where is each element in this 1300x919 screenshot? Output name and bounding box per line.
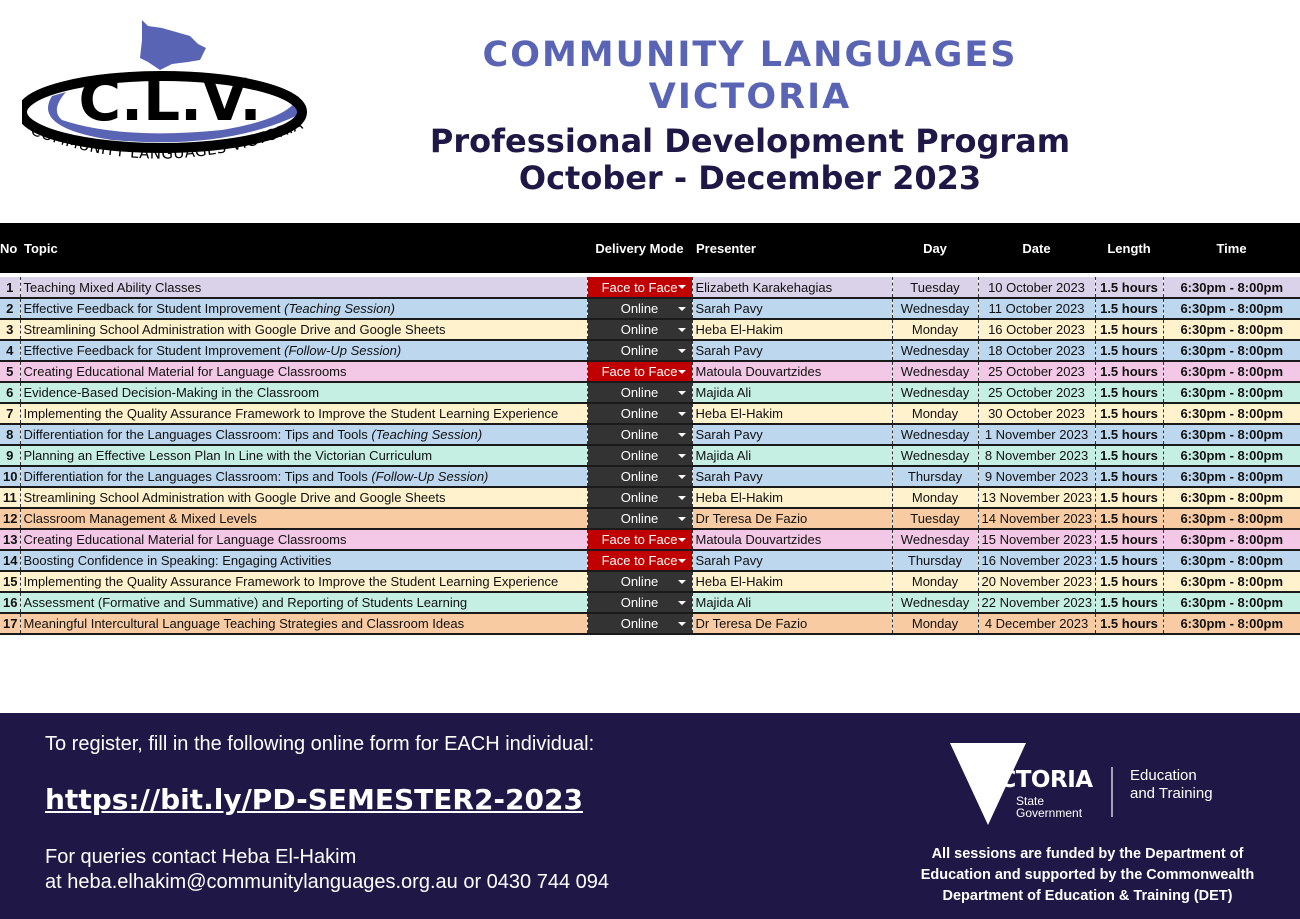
row-date: 1 November 2023	[978, 424, 1095, 445]
row-day: Wednesday	[892, 298, 978, 319]
row-day: Thursday	[892, 550, 978, 571]
row-delivery-mode[interactable]	[587, 340, 692, 361]
row-number: 4	[0, 340, 20, 361]
row-presenter: Sarah Pavy	[692, 424, 892, 445]
row-topic	[20, 277, 587, 298]
row-date: 4 December 2023	[978, 613, 1095, 634]
row-topic	[20, 445, 587, 466]
row-day: Wednesday	[892, 382, 978, 403]
delivery-mode-label: Face to Face	[601, 279, 678, 295]
row-length: 1.5 hours	[1095, 550, 1163, 571]
row-topic	[20, 466, 587, 487]
row-time: 6:30pm - 8:00pm	[1163, 487, 1300, 508]
dropdown-arrow-icon[interactable]	[678, 454, 686, 458]
row-presenter: Matoula Douvartzides	[692, 361, 892, 382]
table-row	[0, 508, 1300, 529]
row-number: 8	[0, 424, 20, 445]
row-day: Wednesday	[892, 445, 978, 466]
delivery-mode-label: Online	[620, 385, 659, 400]
row-date: 14 November 2023	[978, 508, 1095, 529]
row-length: 1.5 hours	[1095, 403, 1163, 424]
row-number: 6	[0, 382, 20, 403]
row-topic	[20, 382, 587, 403]
row-time: 6:30pm - 8:00pm	[1163, 445, 1300, 466]
dropdown-arrow-icon[interactable]	[678, 370, 686, 374]
row-date: 30 October 2023	[978, 403, 1095, 424]
delivery-mode-label: Face to Face	[601, 553, 678, 568]
row-time: 6:30pm - 8:00pm	[1163, 361, 1300, 382]
header-delivery-mode: Delivery Mode	[587, 223, 692, 273]
table-row	[0, 319, 1300, 340]
row-topic	[20, 424, 587, 445]
row-presenter: Dr Teresa De Fazio	[692, 508, 892, 529]
row-presenter: Sarah Pavy	[692, 298, 892, 319]
row-date: 9 November 2023	[978, 466, 1095, 487]
table-row	[0, 487, 1300, 508]
header-time: Time	[1163, 223, 1300, 273]
row-delivery-mode[interactable]	[587, 319, 692, 340]
row-number: 2	[0, 298, 20, 319]
topic-title: Differentiation for the Languages Classroom: Tips and Tools	[23, 469, 372, 484]
dropdown-arrow-icon[interactable]	[678, 285, 686, 289]
row-number: 1	[0, 277, 20, 298]
row-presenter: Sarah Pavy	[692, 466, 892, 487]
schedule-table	[0, 223, 1300, 635]
row-date: 18 October 2023	[978, 340, 1095, 361]
row-presenter: Sarah Pavy	[692, 340, 892, 361]
program-title: Professional Development Program	[429, 122, 1071, 160]
row-date: 25 October 2023	[978, 382, 1095, 403]
delivery-mode-label: Online	[620, 595, 659, 610]
row-length: 1.5 hours	[1095, 487, 1163, 508]
row-number: 17	[0, 613, 20, 634]
row-number: 13	[0, 529, 20, 550]
row-time: 6:30pm - 8:00pm	[1163, 529, 1300, 550]
table-row	[0, 613, 1300, 634]
vic-sub2: Government	[1016, 806, 1083, 820]
org-title: COMMUNITY LANGUAGES VICTORIA	[482, 35, 1018, 117]
row-topic	[20, 592, 587, 613]
logo-arc-text: COMMUNITY LANGUAGES VICTORIA	[28, 115, 306, 163]
row-delivery-mode[interactable]	[587, 487, 692, 508]
row-day: Monday	[892, 403, 978, 424]
row-date: 25 October 2023	[978, 361, 1095, 382]
register-instructions: To register, fill in the following online form for EACH individual:	[45, 733, 595, 755]
row-delivery-mode[interactable]	[587, 571, 692, 592]
row-length: 1.5 hours	[1095, 508, 1163, 529]
row-length: 1.5 hours	[1095, 445, 1163, 466]
row-presenter: Heba El-Hakim	[692, 319, 892, 340]
row-topic	[20, 340, 587, 361]
row-delivery-mode[interactable]	[587, 424, 692, 445]
row-delivery-mode[interactable]	[587, 298, 692, 319]
row-day: Wednesday	[892, 529, 978, 550]
delivery-mode-label: Online	[620, 427, 659, 442]
row-topic	[20, 571, 587, 592]
delivery-mode-label: Face to Face	[601, 532, 678, 547]
row-topic	[20, 361, 587, 382]
row-length: 1.5 hours	[1095, 382, 1163, 403]
vic-wordmark: VICTORIA	[974, 767, 1093, 793]
table-row	[0, 277, 1300, 298]
dropdown-arrow-icon[interactable]	[678, 349, 686, 353]
table-row	[0, 340, 1300, 361]
topic-session-note: (Teaching Session)	[371, 427, 483, 442]
register-link[interactable]: https://bit.ly/PD-SEMESTER2-2023	[45, 783, 583, 816]
dept-name-line1: Education	[1130, 767, 1197, 784]
topic-title: Streamlining School Administration with Google Drive and Google Sheets	[23, 490, 446, 505]
table-row	[0, 403, 1300, 424]
row-delivery-mode[interactable]	[587, 529, 692, 550]
row-presenter: Matoula Douvartzides	[692, 529, 892, 550]
victoria-government-logo	[950, 741, 1240, 827]
row-delivery-mode[interactable]	[587, 277, 692, 298]
header-titles	[380, 34, 1120, 196]
row-delivery-mode[interactable]	[587, 361, 692, 382]
row-presenter: Heba El-Hakim	[692, 571, 892, 592]
row-topic	[20, 550, 587, 571]
row-topic	[20, 613, 587, 634]
vic-sub1: State	[1016, 794, 1045, 808]
row-number: 9	[0, 445, 20, 466]
funding-line: Department of Education & Training (DET)	[942, 888, 1233, 904]
schedule-body	[0, 277, 1300, 634]
row-time: 6:30pm - 8:00pm	[1163, 340, 1300, 361]
row-number: 5	[0, 361, 20, 382]
program-dates: October - December 2023	[518, 159, 982, 197]
dropdown-arrow-icon[interactable]	[678, 496, 686, 500]
dropdown-arrow-icon[interactable]	[678, 391, 686, 395]
row-delivery-mode[interactable]	[587, 466, 692, 487]
row-day: Monday	[892, 487, 978, 508]
row-time: 6:30pm - 8:00pm	[1163, 277, 1300, 298]
table-row	[0, 361, 1300, 382]
row-presenter: Dr Teresa De Fazio	[692, 613, 892, 634]
delivery-mode-label: Online	[620, 322, 659, 337]
row-length: 1.5 hours	[1095, 529, 1163, 550]
row-number: 7	[0, 403, 20, 424]
row-date: 15 November 2023	[978, 529, 1095, 550]
table-row	[0, 529, 1300, 550]
row-date: 11 October 2023	[978, 298, 1095, 319]
dropdown-arrow-icon[interactable]	[678, 580, 686, 584]
row-length: 1.5 hours	[1095, 319, 1163, 340]
topic-title: Teaching Mixed Ability Classes	[23, 279, 202, 295]
row-day: Wednesday	[892, 340, 978, 361]
funding-line: All sessions are funded by the Department of	[931, 846, 1244, 862]
row-number: 16	[0, 592, 20, 613]
queries-contact-line2: at heba.elhakim@communitylanguages.org.au or 0430 744 094	[45, 871, 610, 893]
topic-title: Classroom Management & Mixed Levels	[23, 511, 257, 526]
row-day: Tuesday	[892, 277, 978, 298]
topic-session-note: (Follow-Up Session)	[371, 469, 489, 484]
row-time: 6:30pm - 8:00pm	[1163, 508, 1300, 529]
row-presenter: Heba El-Hakim	[692, 487, 892, 508]
row-day: Wednesday	[892, 592, 978, 613]
topic-title: Implementing the Quality Assurance Framework to Improve the Student Learning Experience	[23, 574, 559, 589]
header-date: Date	[978, 223, 1095, 273]
delivery-mode-label: Face to Face	[601, 364, 678, 379]
row-time: 6:30pm - 8:00pm	[1163, 466, 1300, 487]
topic-title: Differentiation for the Languages Classroom: Tips and Tools	[23, 427, 372, 442]
row-date: 13 November 2023	[978, 487, 1095, 508]
row-topic	[20, 508, 587, 529]
dropdown-arrow-icon[interactable]	[678, 433, 686, 437]
row-length: 1.5 hours	[1095, 340, 1163, 361]
table-row	[0, 466, 1300, 487]
topic-session-note: (Teaching Session)	[284, 301, 395, 316]
row-length: 1.5 hours	[1095, 571, 1163, 592]
dropdown-arrow-icon[interactable]	[678, 538, 686, 542]
row-date: 20 November 2023	[978, 571, 1095, 592]
topic-title: Streamlining School Administration with Google Drive and Google Sheets	[23, 322, 446, 337]
topic-title: Creating Educational Material for Language Classrooms	[23, 532, 347, 547]
row-presenter: Majida Ali	[692, 382, 892, 403]
row-delivery-mode[interactable]	[587, 508, 692, 529]
dropdown-arrow-icon[interactable]	[678, 517, 686, 521]
row-length: 1.5 hours	[1095, 466, 1163, 487]
row-time: 6:30pm - 8:00pm	[1163, 298, 1300, 319]
delivery-mode-label: Online	[620, 469, 659, 484]
row-delivery-mode[interactable]	[587, 592, 692, 613]
row-presenter: Elizabeth Karakehagias	[692, 277, 892, 298]
row-number: 14	[0, 550, 20, 571]
topic-title: Evidence-Based Decision-Making in the Classroom	[23, 385, 320, 400]
dropdown-arrow-icon[interactable]	[678, 475, 686, 479]
row-date: 8 November 2023	[978, 445, 1095, 466]
row-presenter: Majida Ali	[692, 445, 892, 466]
row-number: 12	[0, 508, 20, 529]
row-number: 10	[0, 466, 20, 487]
row-date: 22 November 2023	[978, 592, 1095, 613]
topic-title: Assessment (Formative and Summative) and Reporting of Students Learning	[23, 595, 468, 610]
row-delivery-mode[interactable]	[587, 613, 692, 634]
row-topic	[20, 319, 587, 340]
header-topic: Topic	[20, 223, 587, 273]
row-day: Thursday	[892, 466, 978, 487]
logo-abbr: C.L.V.	[78, 66, 262, 134]
row-time: 6:30pm - 8:00pm	[1163, 424, 1300, 445]
victoria-map-icon	[140, 20, 206, 70]
row-presenter: Heba El-Hakim	[692, 403, 892, 424]
row-date: 16 October 2023	[978, 319, 1095, 340]
delivery-mode-label: Online	[620, 448, 659, 463]
row-topic	[20, 298, 587, 319]
row-presenter: Majida Ali	[692, 592, 892, 613]
dept-name-line2: and Training	[1130, 785, 1213, 802]
row-delivery-mode[interactable]	[587, 382, 692, 403]
row-delivery-mode[interactable]	[587, 445, 692, 466]
dropdown-arrow-icon[interactable]	[678, 559, 686, 563]
dropdown-arrow-icon[interactable]	[678, 622, 686, 626]
table-row	[0, 382, 1300, 403]
topic-title: Planning an Effective Lesson Plan In Line with the Victorian Curriculum	[23, 448, 433, 463]
row-day: Monday	[892, 571, 978, 592]
row-topic	[20, 487, 587, 508]
topic-title: Effective Feedback for Student Improvement	[23, 343, 285, 358]
row-length: 1.5 hours	[1095, 298, 1163, 319]
delivery-mode-label: Online	[620, 511, 659, 526]
row-time: 6:30pm - 8:00pm	[1163, 319, 1300, 340]
row-delivery-mode[interactable]	[587, 550, 692, 571]
delivery-mode-label: Online	[620, 574, 659, 589]
row-length: 1.5 hours	[1095, 361, 1163, 382]
dropdown-arrow-icon[interactable]	[678, 328, 686, 332]
row-number: 3	[0, 319, 20, 340]
table-row	[0, 424, 1300, 445]
header-length: Length	[1095, 223, 1163, 273]
row-time: 6:30pm - 8:00pm	[1163, 613, 1300, 634]
topic-title: Meaningful Intercultural Language Teaching Strategies and Classroom Ideas	[23, 616, 465, 631]
row-date: 10 October 2023	[978, 277, 1095, 298]
row-day: Monday	[892, 319, 978, 340]
table-row	[0, 550, 1300, 571]
topic-title: Creating Educational Material for Language Classrooms	[23, 364, 347, 379]
delivery-mode-label: Online	[620, 490, 659, 505]
delivery-mode-label: Online	[620, 343, 659, 358]
delivery-mode-label: Online	[620, 406, 659, 421]
row-length: 1.5 hours	[1095, 424, 1163, 445]
funding-line: Education and supported by the Commonwealth	[920, 867, 1255, 883]
dropdown-arrow-icon[interactable]	[678, 307, 686, 311]
row-number: 15	[0, 571, 20, 592]
row-day: Monday	[892, 613, 978, 634]
row-topic	[20, 403, 587, 424]
row-time: 6:30pm - 8:00pm	[1163, 382, 1300, 403]
topic-title: Implementing the Quality Assurance Framework to Improve the Student Learning Experience	[23, 406, 559, 421]
table-row	[0, 298, 1300, 319]
row-time: 6:30pm - 8:00pm	[1163, 403, 1300, 424]
row-time: 6:30pm - 8:00pm	[1163, 592, 1300, 613]
row-delivery-mode[interactable]	[587, 403, 692, 424]
row-length: 1.5 hours	[1095, 277, 1163, 298]
table-row	[0, 571, 1300, 592]
dropdown-arrow-icon[interactable]	[678, 412, 686, 416]
row-length: 1.5 hours	[1095, 613, 1163, 634]
row-length: 1.5 hours	[1095, 592, 1163, 613]
header-no: No	[0, 223, 20, 273]
table-row	[0, 592, 1300, 613]
queries-contact-line1: For queries contact Heba El-Hakim	[45, 846, 357, 868]
table-row	[0, 445, 1300, 466]
delivery-mode-label: Online	[620, 301, 659, 316]
clv-logo	[22, 16, 312, 176]
delivery-mode-label: Online	[620, 616, 659, 631]
topic-session-note: (Follow-Up Session)	[284, 343, 402, 358]
row-number: 11	[0, 487, 20, 508]
table-header-row	[0, 223, 1300, 273]
header-day: Day	[892, 223, 978, 273]
row-day: Tuesday	[892, 508, 978, 529]
row-time: 6:30pm - 8:00pm	[1163, 571, 1300, 592]
row-day: Wednesday	[892, 361, 978, 382]
topic-title: Boosting Confidence in Speaking: Engaging Activities	[23, 553, 332, 568]
funding-statement	[895, 844, 1280, 907]
header-presenter: Presenter	[692, 223, 892, 273]
row-time: 6:30pm - 8:00pm	[1163, 550, 1300, 571]
footer	[0, 713, 1300, 919]
row-date: 16 November 2023	[978, 550, 1095, 571]
row-topic	[20, 529, 587, 550]
row-day: Wednesday	[892, 424, 978, 445]
row-presenter: Sarah Pavy	[692, 550, 892, 571]
topic-title: Effective Feedback for Student Improvement	[23, 301, 285, 316]
dropdown-arrow-icon[interactable]	[678, 601, 686, 605]
